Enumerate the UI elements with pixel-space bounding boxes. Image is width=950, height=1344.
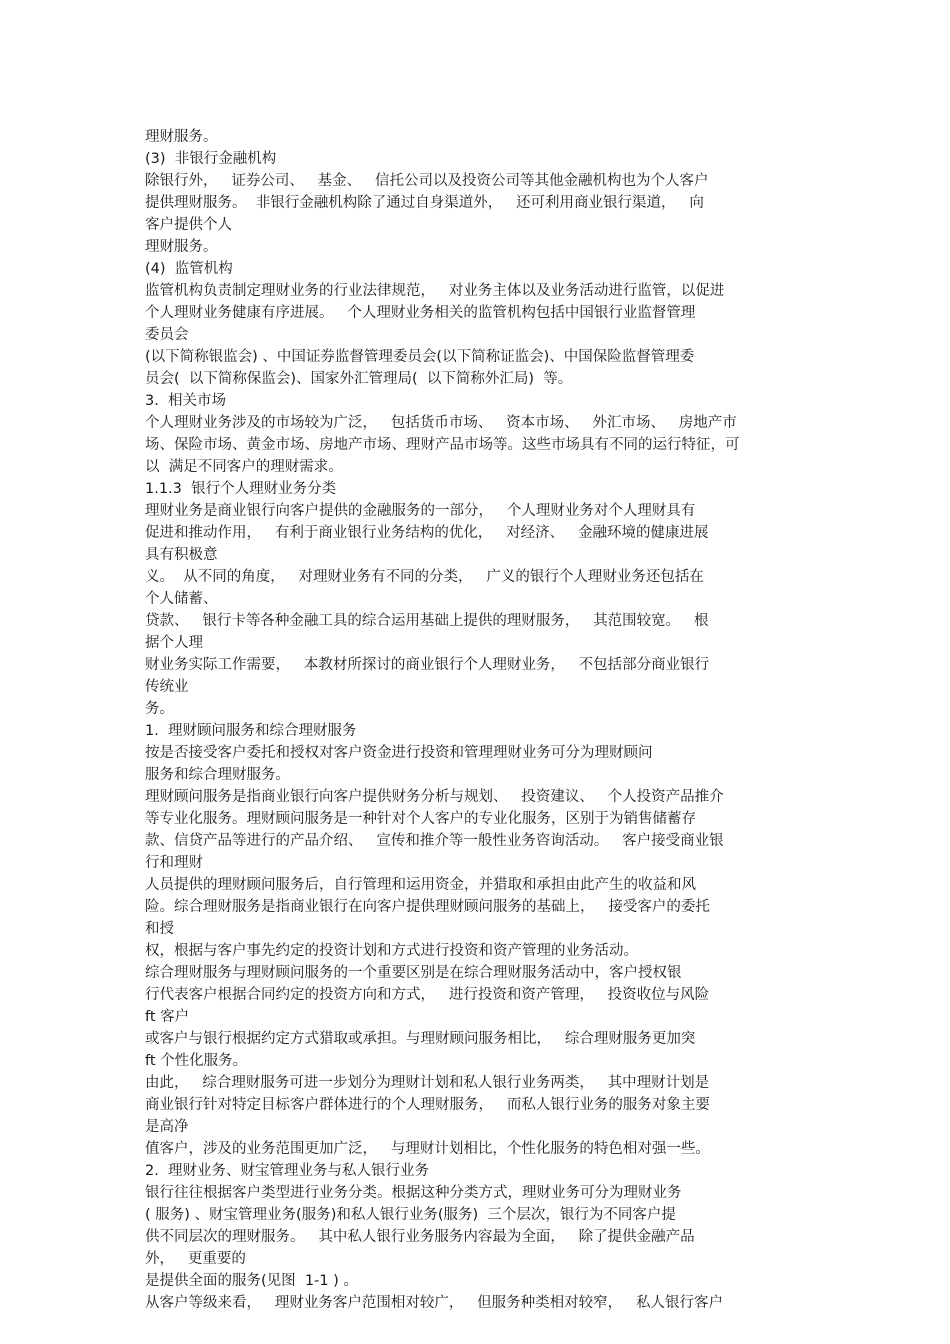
text-line: 款、信贷产品等进行的产品介绍、 宣传和推介等一般性业务咨询活动。 客户接受商业银	[145, 833, 724, 849]
text-line: 个人储蓄、	[145, 591, 218, 607]
text-line: 财业务实际工作需要， 本教材所探讨的商业银行个人理财业务， 不包括部分商业银行	[145, 657, 710, 673]
text-line: 据个人理	[145, 635, 203, 651]
text-line: 除银行外， 证券公司、 基金、 信托公司以及投资公司等其他金融机构也为个人客户	[145, 173, 709, 189]
text-line: 等专业化服务。理财顾问服务是一种针对个人客户的专业化服务，区别于为销售储蓄存	[145, 811, 696, 827]
text-line: 以 满足不同客户的理财需求。	[145, 459, 343, 475]
text-line: 权，根据与客户事先约定的投资计划和方式进行投资和资产管理的业务活动。	[145, 943, 638, 959]
text-line: 和授	[145, 921, 174, 937]
text-line: 务。	[145, 701, 174, 717]
text-line: 义。 从不同的角度， 对理财业务有不同的分类， 广义的银行个人理财业务还包括在	[145, 569, 704, 585]
text-line: 按是否接受客户委托和授权对客户资金进行投资和管理理财业务可分为理财顾问	[145, 745, 653, 761]
text-line: 理财业务是商业银行向客户提供的金融服务的一部分， 个人理财业务对个人理财具有	[145, 503, 696, 519]
text-line: 商业银行针对特定目标客户群体进行的个人理财服务， 而私人银行业务的服务对象主要	[145, 1097, 710, 1113]
text-line: 从客户等级来看， 理财业务客户范围相对较广， 但服务种类相对较窄， 私人银行客户	[145, 1295, 723, 1311]
text-line: 贷款、 银行卡等各种金融工具的综合运用基础上提供的理财服务， 其范围较宽。 根	[145, 613, 709, 629]
text-line: ( 服务) 、财宝管理业务(服务)和私人银行业务(服务) 三个层次，银行为不同客户提	[145, 1207, 676, 1223]
text-line: 险。综合理财服务是指商业银行在向客户提供理财顾问服务的基础上， 接受客户的委托	[145, 899, 710, 915]
text-line: 委员会	[145, 327, 189, 343]
text-line: ft 客户	[145, 1009, 190, 1025]
text-line: 客户提供个人	[145, 217, 232, 233]
text-line: 银行往往根据客户类型进行业务分类。根据这种分类方式，理财业务可分为理财业务	[145, 1185, 682, 1201]
text-line: 1. 理财顾问服务和综合理财服务	[145, 723, 357, 739]
text-line: 由此， 综合理财服务可进一步划分为理财计划和私人银行业务两类， 其中理财计划是	[145, 1075, 710, 1091]
text-line: 外， 更重要的	[145, 1251, 246, 1267]
text-line: 行代表客户根据合同约定的投资方向和方式， 进行投资和资产管理， 投资收位与风险	[145, 987, 710, 1003]
text-line: 3. 相关市场	[145, 393, 227, 409]
text-line: 是提供全面的服务(见图 1-1 ) 。	[145, 1273, 358, 1289]
text-line: 服务和综合理财服务。	[145, 767, 290, 783]
text-line: 值客户，涉及的业务范围更加广泛， 与理财计划相比，个性化服务的特色相对强一些。	[145, 1141, 710, 1157]
text-line: 监管机构负责制定理财业务的行业法律规范， 对业务主体以及业务活动进行监管，以促进	[145, 283, 725, 299]
text-line: 员会( 以下简称保监会)、国家外汇管理局( 以下简称外汇局) 等。	[145, 371, 573, 387]
text-line: 提供理财服务。 非银行金融机构除了通过自身渠道外， 还可利用商业银行渠道， 向	[145, 195, 704, 211]
text-line: (4) 监管机构	[145, 261, 233, 277]
text-line: 行和理财	[145, 855, 203, 871]
text-line: 具有积极意	[145, 547, 218, 563]
text-line: 2. 理财业务、财宝管理业务与私人银行业务	[145, 1163, 430, 1179]
text-line: 供不同层次的理财服务。 其中私人银行业务服务内容最为全面， 除了提供金融产品	[145, 1229, 695, 1245]
text-line: 个人理财业务健康有序进展。 个人理财业务相关的监管机构包括中国银行业监督管理	[145, 305, 696, 321]
text-line: 场、保险市场、黄金市场、房地产市场、理财产品市场等。这些市场具有不同的运行特征，可	[145, 437, 740, 453]
text-line: (3) 非银行金融机构	[145, 151, 277, 167]
text-line: 理财服务。	[145, 129, 218, 145]
text-line: 综合理财服务与理财顾问服务的一个重要区别是在综合理财服务活动中，客户授权银	[145, 965, 682, 981]
text-line: 或客户与银行根据约定方式猎取或承担。与理财顾问服务相比， 综合理财服务更加突	[145, 1031, 696, 1047]
text-line: 理财服务。	[145, 239, 218, 255]
text-line: ft 个性化服务。	[145, 1053, 248, 1069]
text-line: 个人理财业务涉及的市场较为广泛， 包括货币市场、 资本市场、 外汇市场、 房地产市	[145, 415, 737, 431]
text-line: 1.1.3 银行个人理财业务分类	[145, 481, 337, 497]
text-line: (以下简称银监会) 、中国证券监督管理委员会(以下简称证监会)、中国保险监督管理委	[145, 349, 695, 365]
text-line: 理财顾问服务是指商业银行向客户提供财务分析与规划、 投资建议、 个人投资产品推介	[145, 789, 724, 805]
text-line: 人员提供的理财顾问服务后，自行管理和运用资金，并猎取和承担由此产生的收益和风	[145, 877, 696, 893]
text-line: 促进和推动作用， 有利于商业银行业务结构的优化， 对经济、 金融环境的健康进展	[145, 525, 709, 541]
text-line: 是高净	[145, 1119, 189, 1135]
text-line: 传统业	[145, 679, 189, 695]
